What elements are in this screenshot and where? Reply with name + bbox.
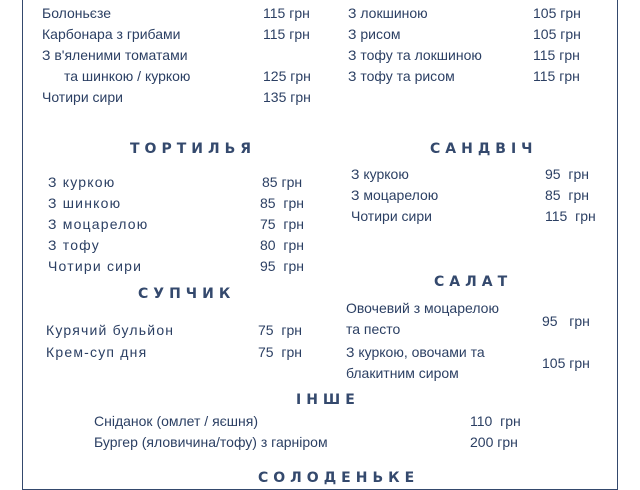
menu-item-price: 115 грн <box>533 68 580 84</box>
menu-item-name: Болоньєзе <box>42 5 111 21</box>
menu-item-name: З локшиною <box>348 5 428 21</box>
menu-item-price: 105 грн <box>542 355 590 371</box>
menu-item-price: 115 грн <box>533 47 580 63</box>
menu-item-price: 85 грн <box>545 187 589 203</box>
menu-item-name: З тофу та рисом <box>348 68 455 84</box>
menu-item-name: З куркою <box>48 174 116 190</box>
menu-item-name: Карбонара з грибами <box>42 26 181 42</box>
menu-item-name: З рисом <box>348 26 401 42</box>
menu-item-price: 125 грн <box>263 68 311 84</box>
menu-item-name: З куркою <box>351 166 409 182</box>
section-title: ІНШЕ <box>296 392 360 408</box>
section-title: САЛАТ <box>434 274 513 290</box>
section-title-sweets: СОЛОДЕНЬКЕ <box>258 470 420 486</box>
menu-item-name: З куркою, овочами та <box>346 344 485 360</box>
menu-item-price: 95 грн <box>260 258 304 274</box>
menu-item-price: 105 грн <box>533 5 581 21</box>
menu-item-price: 75 грн <box>260 216 304 232</box>
section-title: САНДВІЧ <box>430 141 538 157</box>
menu-item-price: 95 грн <box>545 166 589 182</box>
menu-item-name: та песто <box>346 321 401 337</box>
menu-item-price: 200 грн <box>470 434 518 450</box>
section-title: ТОРТИЛЬЯ <box>130 141 257 157</box>
menu-item-price: 115 грн <box>263 5 310 21</box>
menu-item-name: Курячий бульйон <box>46 322 175 338</box>
menu-item-price: 85 грн <box>262 174 303 190</box>
menu-item-name: Овочевий з моцарелою <box>346 300 499 316</box>
menu-item-price: 115 грн <box>263 26 310 42</box>
menu-item-name: блакитним сиром <box>346 365 459 381</box>
menu-item-price: 115 грн <box>545 208 596 224</box>
menu-item-price: 75 грн <box>258 344 302 360</box>
menu-item-price: 80 грн <box>260 237 304 253</box>
menu-item-name: Чотири сири <box>42 89 123 105</box>
menu-item-price: 95 грн <box>542 313 590 329</box>
menu-item-name: З тофу та локшиною <box>348 47 482 63</box>
menu-item-name: З моцарелою <box>48 216 149 232</box>
menu-item-price: 105 грн <box>533 26 581 42</box>
menu-item-price: 75 грн <box>258 322 302 338</box>
menu-item-price: 135 грн <box>263 89 311 105</box>
menu-item-price: 110 грн <box>470 413 521 429</box>
menu-item-name: Крем-суп дня <box>46 344 148 360</box>
menu-item-price: 85 грн <box>260 195 304 211</box>
menu-item-name: З шинкою <box>48 195 122 211</box>
menu-item-name: Бургер (яловичина/тофу) з гарніром <box>94 434 328 450</box>
menu-item-name: Чотири сири <box>351 208 432 224</box>
menu-item-name: Чотири сири <box>48 258 143 274</box>
menu-item-name: З тофу <box>48 237 100 253</box>
menu-item-name: Сніданок (омлет / яєшня) <box>94 413 259 429</box>
section-title: СУПЧИК <box>138 286 236 302</box>
menu-item-name: З в'яленими томатами <box>42 47 188 63</box>
menu-item-name: З моцарелою <box>351 187 439 203</box>
menu-item-name: та шинкою / куркою <box>64 68 191 84</box>
